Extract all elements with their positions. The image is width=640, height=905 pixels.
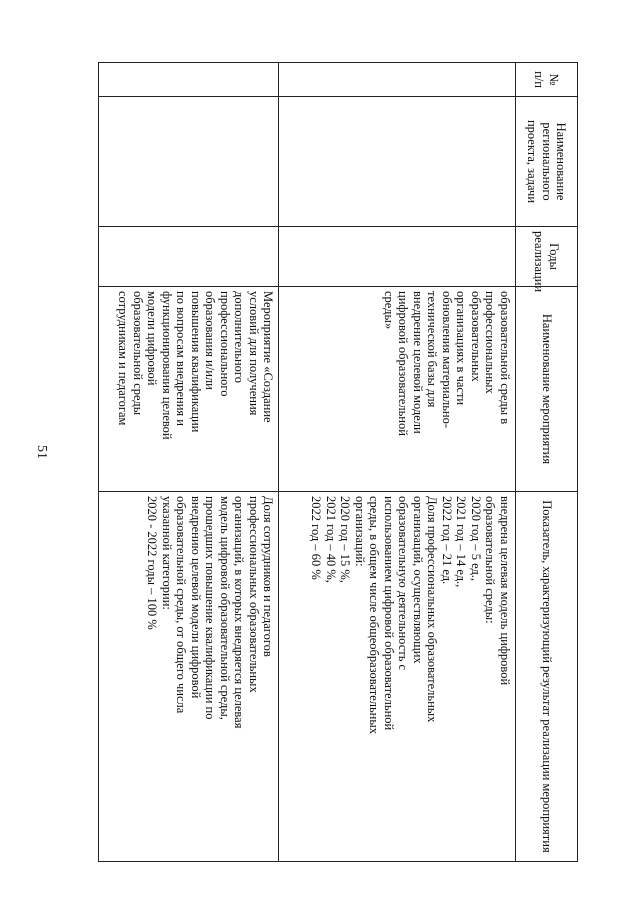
indicator-line: среды, в общем числе общеобразовательных	[367, 496, 382, 735]
indicator-line: образовательную деятельность с	[396, 496, 411, 671]
table-header-row	[515, 63, 577, 862]
indicator-line: организаций, в которых внедряется целевая	[232, 496, 247, 729]
header-number: № п/п	[515, 63, 577, 97]
measure-line: обновления материально-	[439, 291, 454, 429]
measure-line: образования и/или	[203, 291, 218, 390]
indicator-line: 2022 год – 60 %	[309, 496, 324, 580]
measure-line: модели цифровой	[145, 291, 160, 386]
cell-years	[279, 227, 515, 287]
measure-line: организациях в части	[454, 291, 469, 406]
indicator-line: 2020 год – 15 %,	[338, 496, 353, 583]
header-years: Годы реализации	[515, 227, 577, 287]
header-measure: Наименование мероприятия	[515, 287, 577, 492]
indicator-line: использованием цифровой образовательной	[381, 496, 396, 731]
indicator-line: модель цифровой образовательной среды,	[217, 496, 232, 720]
cell-years	[99, 227, 279, 287]
indicator-line: 2022 год – 21 ед.	[439, 496, 454, 585]
indicator-line: организаций, осуществляющих	[410, 496, 425, 664]
rotated-table-container	[98, 62, 578, 862]
indicator-line: образовательной среды:	[483, 496, 498, 624]
indicator-line: 2021 год – 14 ед.,	[454, 496, 469, 588]
cell-project	[99, 97, 279, 227]
measure-line: по вопросам внедрения и	[174, 291, 189, 426]
cell-measure	[99, 287, 279, 492]
page-number: 51	[34, 445, 49, 459]
measure-line: образовательной среды в	[497, 291, 512, 425]
indicator-line: внедрена целевая модель цифровой	[497, 496, 512, 686]
measure-line: технической базы для	[425, 291, 440, 408]
indicator-line: прошедших повышение квалификации по	[203, 496, 218, 720]
cell-measure	[279, 287, 515, 492]
cell-indicator	[99, 492, 279, 862]
measure-line: профессионального	[217, 291, 232, 397]
indicator-line: 2021 год – 40 %,	[323, 496, 338, 583]
indicator-line: Доля профессиональных образовательных	[425, 496, 440, 723]
indicator-line: 2020 год – 5 ед.,	[468, 496, 483, 582]
measure-line: внедрение целевой модели	[410, 291, 425, 434]
measure-line: профессиональных	[483, 291, 498, 394]
indicator-line: 2020 - 2022 годы – 100 %	[145, 496, 160, 630]
measure-line: повышения квалификации	[188, 291, 203, 433]
measure-line: образовательных	[468, 291, 483, 382]
measure-line: условий для получения	[246, 291, 261, 416]
table-row	[279, 63, 515, 862]
indicator-line: образовательной среды, от общего числа	[174, 496, 189, 714]
measure-line: сотрудникам и педагогам	[116, 291, 131, 426]
indicator-line: организаций:	[352, 496, 367, 567]
project-table	[98, 62, 578, 862]
cell-project	[279, 97, 515, 227]
measure-line: дополнительного	[232, 291, 247, 383]
measure-line: среды»	[381, 291, 396, 330]
measure-line: функционирования целевой	[159, 291, 174, 440]
cell-number	[279, 63, 515, 97]
indicator-line: указанной категории:	[159, 496, 174, 610]
cell-number	[99, 63, 279, 97]
indicator-line: профессиональных образовательных	[246, 496, 261, 693]
indicator-line: Доля сотрудников и педагогов	[261, 496, 276, 657]
cell-indicator	[279, 492, 515, 862]
header-project: Наименование регионального проекта, задачи	[515, 97, 577, 227]
header-indicator: Показатель, характеризующий результат реализации мероприятия	[515, 492, 577, 862]
table-row	[99, 63, 279, 862]
measure-line: Мероприятие «Создание	[261, 291, 276, 423]
measure-line: цифровой образовательной	[396, 291, 411, 436]
measure-line: образовательной среды	[130, 291, 145, 416]
indicator-line: внедрению целевой модели цифровой	[188, 496, 203, 699]
